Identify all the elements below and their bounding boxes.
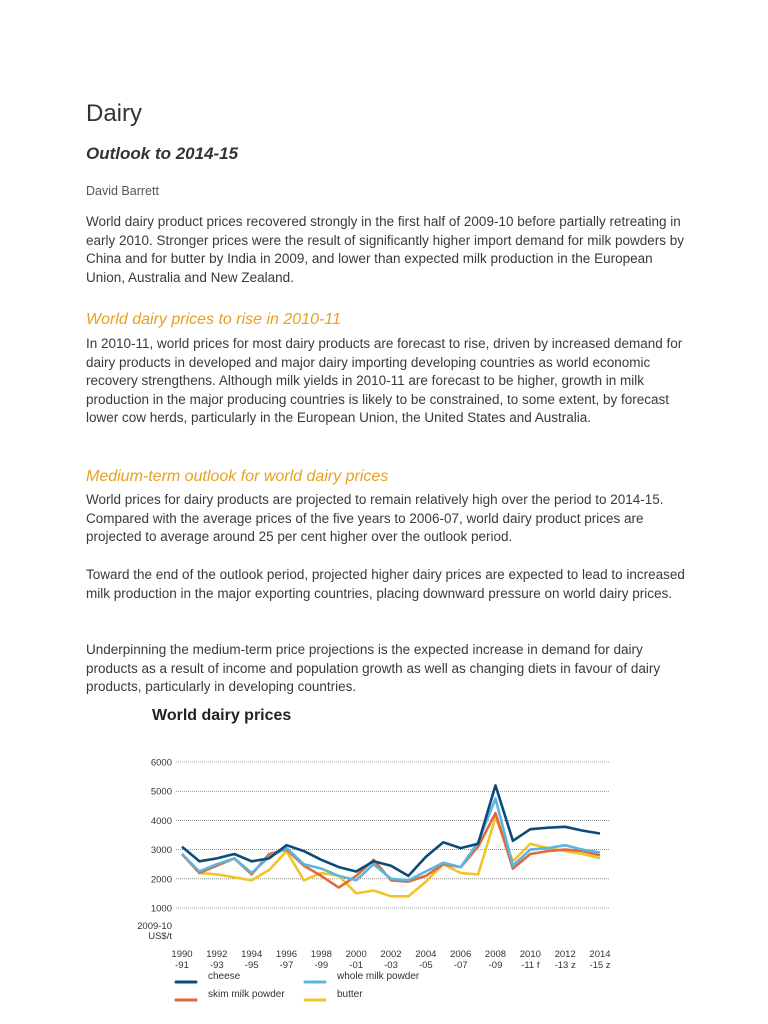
chart-y-ticks (151, 758, 172, 915)
section2-paragraph-1: World prices for dairy products are projected to remain relatively high over the period to 2014-15. Compared with the average prices of the five years to 2006-07, world dairy product prices are projected to average around 25 per cent higher over the outlook period. (86, 492, 664, 545)
legend-label-cheese: cheese (208, 971, 241, 982)
intro-paragraph: World dairy product prices recovered strongly in the first half of 2009-10 before partially retreating in early 2010. Stronger prices were the result of significantly higher import demand for milk powders by China and for butter by India in 2009, and lower than expected milk production in the European Union, Australia and New Zealand. (86, 214, 685, 285)
x-tick-bottom-1996: -97 (279, 960, 294, 971)
section2-paragraph-2: Toward the end of the outlook period, projected higher dairy prices are expected to lead to increased milk production in the major exporting countries, placing downward pressure on world dairy prices. (86, 567, 685, 601)
chart-legend (176, 971, 420, 1000)
x-tick-bottom-2000: -01 (349, 960, 364, 971)
x-tick-top-2012: 2012 (554, 949, 576, 960)
y-tick-6000: 6000 (150, 757, 172, 769)
x-tick-bottom-1992: -93 (209, 960, 224, 971)
y-tick-2000: 2000 (150, 874, 172, 886)
x-tick-bottom-2014: -15 z (589, 960, 611, 971)
y-axis-label-line1: 2009-10 (137, 921, 172, 932)
y-tick-3000: 3000 (150, 845, 172, 857)
x-tick-bottom-2010: -11 f (521, 960, 540, 971)
author: David Barrett (86, 184, 159, 198)
x-tick-bottom-2002: -03 (384, 960, 398, 971)
x-tick-bottom-1998: -99 (314, 960, 329, 971)
x-tick-top-2000: 2000 (345, 949, 367, 960)
x-tick-top-1994: 1994 (241, 949, 263, 960)
x-tick-bottom-2008: -09 (488, 960, 503, 971)
x-tick-top-1992: 1992 (206, 949, 228, 960)
page-title: Dairy (86, 100, 143, 127)
page-subtitle: Outlook to 2014-15 (86, 144, 239, 163)
dairy-price-chart (0, 740, 768, 1024)
x-tick-top-1996: 1996 (275, 949, 298, 960)
x-tick-bottom-2012: -13 z (554, 960, 576, 971)
section2-heading: Medium-term outlook for world dairy prices (86, 468, 389, 485)
x-tick-bottom-2004: -05 (418, 960, 433, 971)
section1-paragraph: In 2010-11, world prices for most dairy products are forecast to rise, driven by increased demand for dairy products in developed and major dairy importing developing countries as world economic recovery strengthens. Although milk yields in 2010-11 are forecast to be higher, growth in milk production in the major producing countries is likely to be constrained, to some extent, by forecast lower cow herds, particularly in the European Union, the United States and Australia. (86, 336, 683, 426)
x-tick-top-2010: 2010 (519, 949, 541, 960)
chart-x-ticks (171, 949, 610, 971)
x-tick-top-2014: 2014 (589, 949, 611, 960)
x-tick-top-1998: 1998 (310, 949, 332, 960)
series-line-cheese (182, 785, 600, 876)
chart-title: World dairy prices (152, 707, 292, 724)
x-tick-top-2002: 2002 (380, 949, 402, 960)
section2-paragraph-3: Underpinning the medium-term price projections is the expected increase in demand for dairy products as a result of income and population growth as well as changing diets in favour of dairy products, particularly in developing countries. (86, 642, 661, 695)
x-tick-top-2006: 2006 (450, 949, 472, 960)
y-tick-1000: 1000 (150, 903, 172, 915)
y-tick-5000: 5000 (150, 786, 172, 798)
y-tick-4000: 4000 (150, 815, 172, 827)
chart-series (182, 785, 600, 896)
legend-label-butter: butter (337, 989, 363, 1000)
series-line-skim-milk-powder (182, 813, 600, 888)
section1-heading: World dairy prices to rise in 2010-11 (86, 311, 341, 328)
y-axis-label-line2: US$/t (148, 931, 172, 942)
x-tick-bottom-2006: -07 (453, 960, 468, 971)
x-tick-bottom-1994: -95 (244, 960, 259, 971)
chart-gridlines (176, 762, 610, 908)
x-tick-top-2004: 2004 (415, 949, 437, 960)
x-tick-top-2008: 2008 (484, 949, 507, 960)
legend-label-skim-milk-powder: skim milk powder (208, 989, 285, 1000)
x-tick-bottom-1990: -91 (175, 960, 189, 971)
legend-label-whole-milk-powder: whole milk powder (337, 971, 420, 982)
x-tick-top-1990: 1990 (171, 949, 193, 960)
series-line-whole-milk-powder (182, 799, 600, 881)
